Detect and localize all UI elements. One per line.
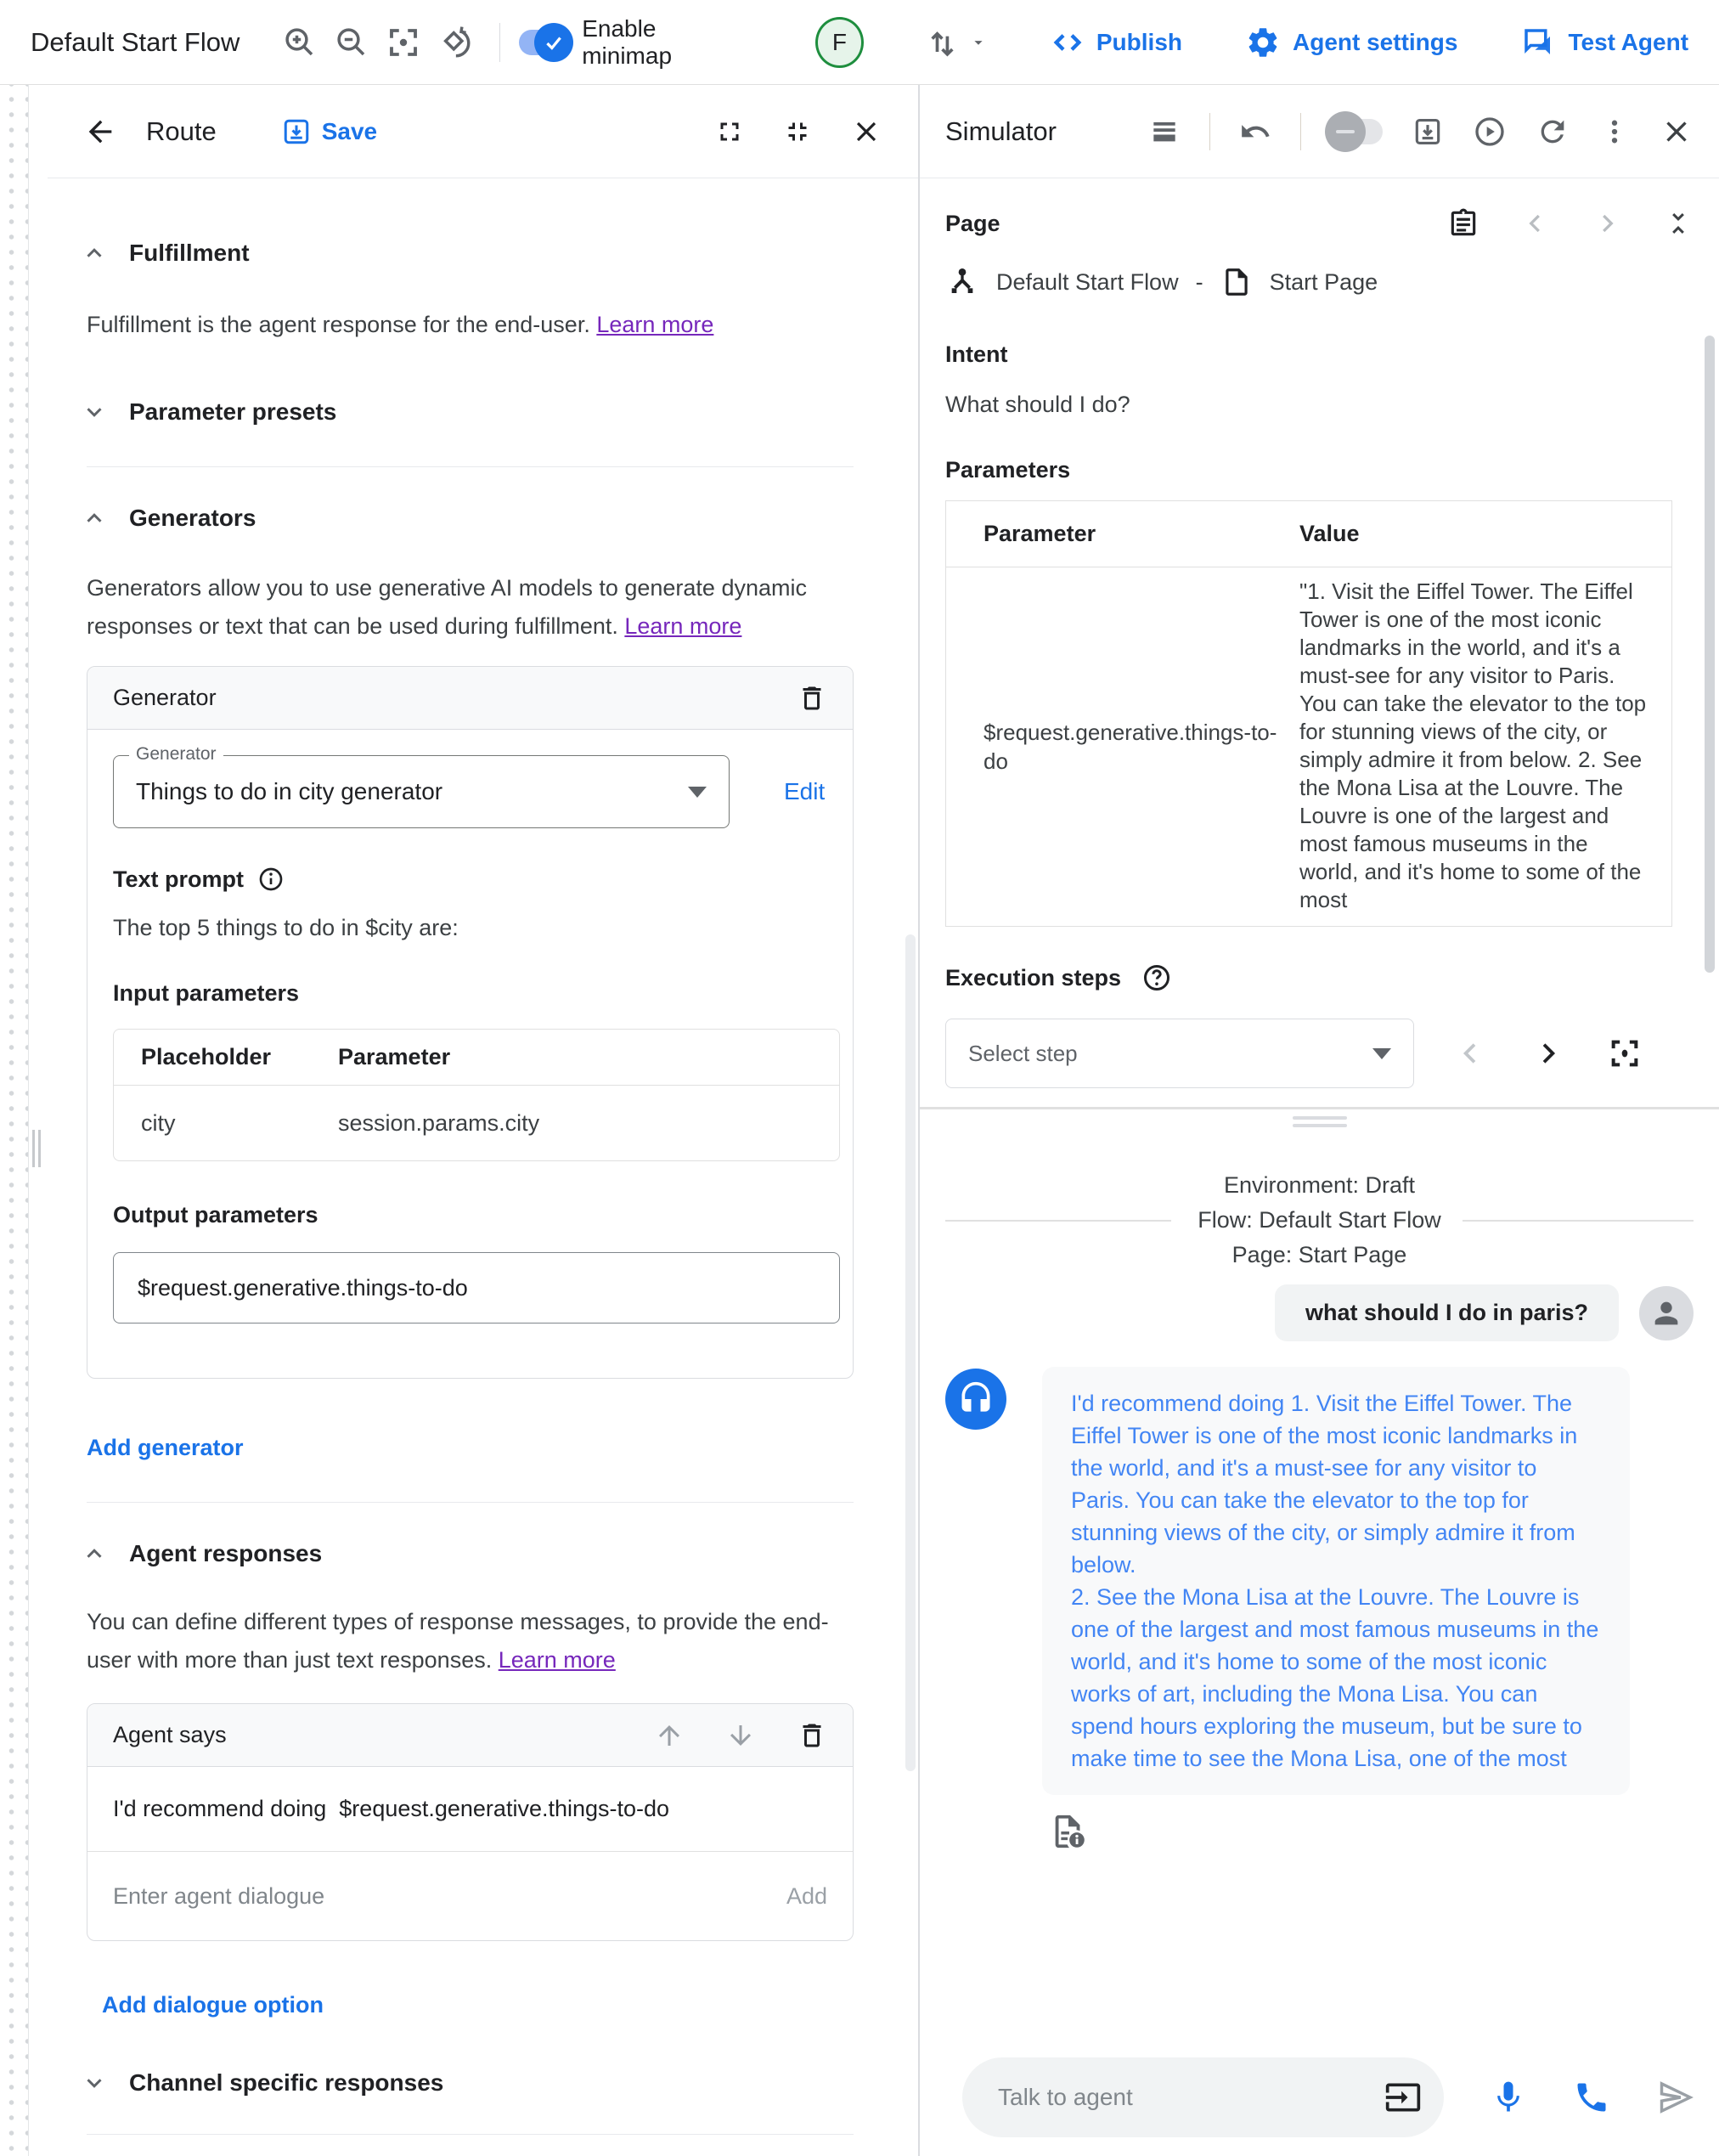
move-down-icon[interactable] xyxy=(725,1720,756,1751)
help-icon[interactable] xyxy=(1141,962,1172,993)
gear-icon xyxy=(1245,25,1281,60)
agent-dialogue-input[interactable] xyxy=(113,1883,786,1910)
agent-avatar xyxy=(945,1369,1006,1430)
save-icon xyxy=(281,116,312,147)
agent-says-card-header xyxy=(87,1704,853,1767)
focus-step-icon[interactable] xyxy=(1608,1036,1642,1070)
intent-label: Intent xyxy=(945,341,1008,367)
format-list-icon[interactable] xyxy=(1148,116,1181,148)
agent-responses-description xyxy=(87,1603,854,1679)
agent-says-message[interactable]: I'd recommend doing $request.generative.things-to-do xyxy=(87,1767,853,1852)
generator-select-label: Generator xyxy=(129,744,223,765)
step-previous-icon[interactable] xyxy=(1455,1037,1487,1070)
text-prompt-label: Text prompt xyxy=(113,866,244,892)
kebab-menu-icon[interactable] xyxy=(1598,116,1631,148)
document-info-icon xyxy=(1049,1812,1694,1851)
route-panel-title: Route xyxy=(146,116,217,146)
toolbar-divider xyxy=(499,23,500,62)
user-message-row xyxy=(945,1284,1694,1341)
play-icon[interactable] xyxy=(1473,115,1507,149)
breadcrumb-separator: - xyxy=(1195,268,1203,295)
column-header: Value xyxy=(1299,521,1360,546)
user-message-bubble: what should I do in paris? xyxy=(1275,1284,1619,1341)
generator-card-header xyxy=(87,667,853,730)
agent-responses-section-header[interactable] xyxy=(82,1540,854,1567)
parameter-cell: session.params.city xyxy=(338,1109,540,1136)
swap-vertical-icon xyxy=(923,24,961,61)
exit-fullscreen-icon[interactable] xyxy=(782,116,813,147)
sort-order-button[interactable] xyxy=(923,24,988,61)
test-agent-label: Test Agent xyxy=(1568,28,1689,55)
fulfillment-description-text: Fulfillment is the agent response for the end-user. xyxy=(87,312,597,337)
avatar[interactable]: F xyxy=(815,17,864,68)
save-session-icon[interactable] xyxy=(1412,116,1444,148)
chevron-down-icon xyxy=(969,33,988,52)
canvas-dot-grid xyxy=(0,85,29,2156)
fulfillment-section-header[interactable] xyxy=(82,240,854,267)
delete-response-icon[interactable] xyxy=(797,1720,827,1751)
parameters-table xyxy=(945,500,1672,927)
select-step-placeholder: Select step xyxy=(968,1040,1078,1066)
simulator-state-section xyxy=(920,178,1719,1107)
simulator-toggle[interactable] xyxy=(1330,119,1383,144)
section-divider xyxy=(87,466,854,467)
generators-title: Generators xyxy=(129,505,256,531)
section-divider xyxy=(87,2134,854,2135)
move-up-icon[interactable] xyxy=(654,1720,685,1751)
simulator-panel xyxy=(919,85,1719,2156)
section-divider xyxy=(87,1502,854,1503)
info-icon xyxy=(257,866,285,893)
toolbar-divider xyxy=(1209,113,1210,150)
column-header: Parameter xyxy=(983,521,1096,546)
fullscreen-icon[interactable] xyxy=(714,116,745,147)
chevron-down-icon xyxy=(82,399,107,425)
zoom-in-icon xyxy=(282,25,318,60)
toolbar-divider xyxy=(1300,113,1301,150)
generators-description xyxy=(87,569,854,646)
reset-view-button[interactable] xyxy=(434,20,476,65)
agent-says-title: Agent says xyxy=(113,1722,227,1747)
column-header: Parameter xyxy=(338,1044,451,1070)
back-arrow-button[interactable] xyxy=(83,115,117,149)
generator-select-value: Things to do in city generator xyxy=(136,778,443,804)
column-header: Placeholder xyxy=(141,1044,272,1070)
agent-dialogue-row xyxy=(87,1852,853,1940)
flow-title: Default Start Flow xyxy=(31,26,240,57)
select-step-dropdown[interactable] xyxy=(945,1019,1414,1088)
publish-label: Publish xyxy=(1096,28,1182,55)
chevron-left-icon[interactable] xyxy=(1520,208,1551,239)
intent-value: What should I do? xyxy=(945,392,1130,417)
talk-to-agent-input[interactable] xyxy=(998,2084,1384,2111)
table-row xyxy=(946,567,1671,926)
save-button[interactable] xyxy=(281,116,377,147)
add-dialogue-option-button[interactable]: Add dialogue option xyxy=(102,1992,324,2018)
fulfillment-title: Fulfillment xyxy=(129,240,250,266)
session-rule xyxy=(945,1220,1171,1222)
parameter-presets-title: Parameter presets xyxy=(129,398,337,425)
generators-learn-more-link[interactable]: Learn more xyxy=(624,613,742,639)
output-parameter-field[interactable]: $request.generative.things-to-do xyxy=(113,1252,840,1324)
user-avatar xyxy=(1639,1286,1694,1340)
enable-minimap-label: Enable minimap xyxy=(582,14,673,69)
page-label: Page xyxy=(945,210,1000,236)
route-panel-header xyxy=(48,85,918,178)
edit-generator-link[interactable]: Edit xyxy=(784,778,826,804)
session-environment: Environment: Draft xyxy=(1223,1172,1416,1198)
delete-generator-icon[interactable] xyxy=(797,683,827,714)
session-page: Page: Start Page xyxy=(1231,1242,1407,1267)
generators-section-header[interactable] xyxy=(82,505,854,532)
collapse-section-icon[interactable] xyxy=(1663,208,1694,239)
channel-specific-section-header[interactable] xyxy=(82,2069,854,2097)
page-file-icon xyxy=(1220,266,1253,298)
enable-minimap-toggle[interactable] xyxy=(519,30,570,55)
agent-settings-label: Agent settings xyxy=(1293,28,1458,55)
publish-button[interactable] xyxy=(1051,25,1182,59)
add-dialogue-button[interactable]: Add xyxy=(786,1882,827,1909)
simulator-input-bar xyxy=(962,2057,1695,2137)
send-icon[interactable] xyxy=(1656,2078,1695,2117)
generators-description-text: Generators allow you to use generative AI models to generate dynamic responses or text that can be used during fulfillment. xyxy=(87,575,807,639)
table-row[interactable] xyxy=(114,1086,839,1160)
chevron-up-icon xyxy=(82,240,107,266)
agent-responses-learn-more-link[interactable]: Learn more xyxy=(498,1647,616,1673)
chevron-right-icon[interactable] xyxy=(1592,208,1622,239)
generator-select[interactable] xyxy=(113,744,730,828)
chevron-up-icon xyxy=(82,505,107,531)
clipboard-icon[interactable] xyxy=(1447,207,1479,240)
route-panel-content xyxy=(48,240,918,2135)
chat-icon xyxy=(1520,25,1556,60)
minus-icon xyxy=(1336,130,1355,133)
panel-resize-handle[interactable] xyxy=(32,1130,41,1167)
placeholder-cell: city xyxy=(141,1109,176,1136)
agent-message-bubble: I'd recommend doing 1. Visit the Eiffel Tower. The Eiffel Tower is one of the most iconic landmarks in the world, and it's a must-see for any visitor to Paris. You can take the elevator to the top for stunning views of the city, or simply admire it from below. 2. See the Mona Lisa at the Louvre. The Louvre is one of the largest and most famous museums in the world, and it's home to some of the most iconic works of art, including the Mona Lisa. You can spend hours exploring the museum, but be sure to make time to see the Mona Lisa, one of the most xyxy=(1042,1367,1630,1795)
breadcrumb-flow-name[interactable]: Default Start Flow xyxy=(996,268,1179,295)
conversation-section xyxy=(920,1109,1719,2156)
parameter-presets-section-header[interactable] xyxy=(82,398,854,426)
flow-canvas-strip xyxy=(0,85,48,2156)
session-flow: Flow: Default Start Flow xyxy=(1198,1207,1441,1233)
chevron-up-icon xyxy=(82,1541,107,1566)
parameters-label: Parameters xyxy=(945,457,1071,483)
fulfillment-learn-more-link[interactable]: Learn more xyxy=(596,312,714,337)
center-focus-icon xyxy=(386,25,421,60)
fulfillment-description xyxy=(87,306,854,344)
route-editor-panel xyxy=(48,85,919,2156)
talk-to-agent-field[interactable] xyxy=(962,2057,1444,2137)
simulator-header xyxy=(920,85,1719,178)
session-rule xyxy=(1463,1220,1694,1222)
zoom-in-button[interactable] xyxy=(279,20,320,65)
restart-icon[interactable] xyxy=(1536,115,1570,149)
zoom-out-button[interactable] xyxy=(330,20,372,65)
phone-icon[interactable] xyxy=(1573,2079,1610,2116)
generator-card xyxy=(87,666,854,1379)
top-toolbar xyxy=(0,0,1719,85)
zoom-out-icon xyxy=(334,25,369,60)
input-parameters-label: Input parameters xyxy=(113,980,300,1006)
submit-input-icon[interactable] xyxy=(1384,2079,1422,2116)
simulator-title: Simulator xyxy=(945,116,1057,146)
parameter-name-cell: $request.generative.things-to-do xyxy=(983,720,1277,774)
step-next-icon[interactable] xyxy=(1531,1037,1564,1070)
test-agent-button[interactable] xyxy=(1520,25,1688,60)
breadcrumb-page-name[interactable]: Start Page xyxy=(1269,268,1378,295)
session-info xyxy=(945,1168,1694,1273)
drag-handle[interactable] xyxy=(1293,1116,1347,1127)
route-panel-scrollbar[interactable] xyxy=(905,934,916,1771)
execution-steps-label: Execution steps xyxy=(945,964,1122,991)
agent-settings-button[interactable] xyxy=(1245,25,1457,60)
flow-node-icon xyxy=(945,265,979,299)
input-parameters-table xyxy=(113,1029,840,1161)
microphone-icon[interactable] xyxy=(1490,2079,1527,2116)
channel-specific-title: Channel specific responses xyxy=(129,2069,444,2096)
agent-responses-description-text: You can define different types of response messages, to provide the end-user with more than just text responses. xyxy=(87,1609,829,1673)
save-label: Save xyxy=(321,117,378,144)
headset-icon xyxy=(957,1380,995,1418)
close-icon[interactable] xyxy=(850,116,882,148)
close-simulator-icon[interactable] xyxy=(1660,115,1694,149)
person-icon xyxy=(1649,1296,1683,1330)
response-details-button[interactable] xyxy=(1049,1812,1694,1851)
code-icon xyxy=(1051,25,1085,59)
agent-responses-title: Agent responses xyxy=(129,1540,323,1566)
dropdown-caret-icon xyxy=(1372,1048,1391,1059)
text-prompt-value: The top 5 things to do in $city are: xyxy=(113,915,459,940)
add-generator-button[interactable]: Add generator xyxy=(87,1435,244,1460)
check-icon xyxy=(543,31,565,54)
undo-icon[interactable] xyxy=(1239,116,1271,148)
center-focus-button[interactable] xyxy=(382,20,424,65)
simulator-scrollbar[interactable] xyxy=(1705,336,1715,973)
parameter-value-cell: "1. Visit the Eiffel Tower. The Eiffel Tower is one of the most iconic landmarks in the world, and it's a must-see for any visitor to Paris. You can take the elevator to the top for stunning views of the city, or simply admire it from below. 2. See the Mona Lisa at the Louvre. The Louvre is one of the largest and most famous museums in the world, and it's home to some of the most xyxy=(1299,579,1647,912)
agent-message-row xyxy=(945,1367,1694,1795)
output-parameters-label: Output parameters xyxy=(113,1202,318,1228)
reset-view-icon xyxy=(437,25,473,60)
agent-says-card xyxy=(87,1703,854,1941)
generator-card-title: Generator xyxy=(113,685,217,710)
dropdown-caret-icon xyxy=(688,787,707,798)
chevron-down-icon xyxy=(82,2070,107,2096)
